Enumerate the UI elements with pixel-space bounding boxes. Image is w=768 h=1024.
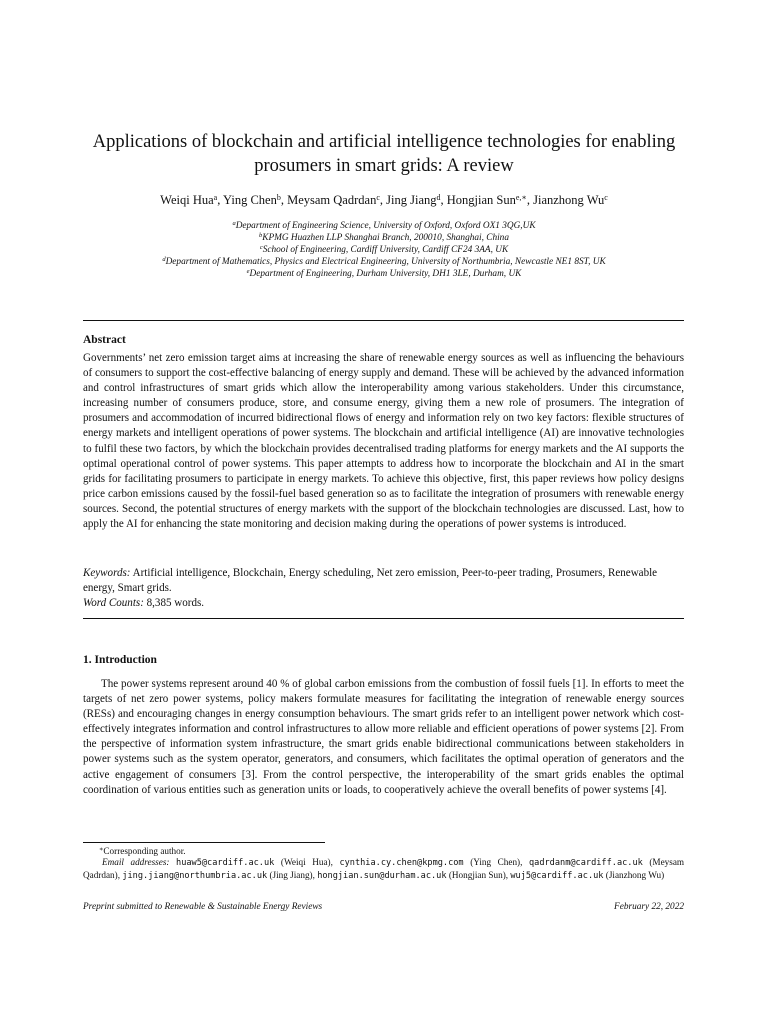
introduction-text: The power systems represent around 40 % of global carbon emissions from the combustion of fossil fuels [1]. In efforts to meet the targets of net zero power systems, policy makers formulate measures for facilitating the integration of renewable energy sources (RESs) and encouraging changes in energy consumption behaviours. The smart grids refer to an intelligent power network which cost-effectively integrates information and control infrastructures to allow more reliable and efficient operations of power systems [2]. From the perspective of information system infrastructure, the smart grids enable bidirectional communications between stakeholders in power systems such as the system operator, generators, and consumers, which facilitates the optimal operation of generators and the active engagement of consumers [3]. From the control perspective, the interoperability of the smart grids enables the optimal coordination of various entities such as generation units or loads, to cooperatively achieve the overall benefits of power systems [4]. xyxy=(83,678,684,796)
email-addresses: Email addresses: huaw5@cardiff.ac.uk (Weiqi Hua), cynthia.cy.chen@kpmg.com (Ying Chen), qadrdanm@cardiff.ac.uk (Meysam Qadrdan), jing.jiang@northumbria.ac.uk (Jing Jiang), hongjian.sun@durham.ac.uk (Hongjian Sun), wuj5@cardiff.ac.uk (Jianzhong Wu) xyxy=(83,857,685,882)
keywords-label: Keywords: xyxy=(83,567,131,579)
abstract-text: Governments’ net zero emission target aims at increasing the share of renewable energy sources as well as influencing the behaviours of consumers to support the cost-effective balancing of energy supply and demand. These will be achieved by the advanced information and control infrastructures of smart grids which allow the interoperability among various stakeholders. Under this circumstance, increasing number of consumers produce, store, and consume energy, giving them a new role of prosumers. The integration of prosumers and accommodation of incurred bidirectional flows of energy and information rely on two key factors: flexible structures of energy markets and intelligent operations of power systems. The blockchain and artificial intelligence (AI) are innovative technologies to fulfil these two factors, by which the blockchain provides decentralised trading platforms for energy markets and the AI supports the optimal operational control of power systems. This paper attempts to address how to incorporate the blockchain and AI in the smart grids for facilitating prosumers to participate in energy markets. To achieve this objective, first, this paper reviews how policy designs price carbon emissions caused by the fossil-fuel based generation so as to facilitate the integration of prosumers with renewable energy sources. Second, the potential structures of energy markets with the support of the blockchain technologies are discussed. Last, how to apply the AI for enhancing the state monitoring and decision making during the operations of power systems is introduced. xyxy=(83,352,684,531)
footnote-rule xyxy=(83,842,325,843)
affiliation-list xyxy=(80,220,688,280)
preprint-note: Preprint submitted to Renewable & Sustainable Energy Reviews xyxy=(83,902,323,912)
keywords xyxy=(83,566,684,596)
abstract-bottom-rule xyxy=(83,618,684,619)
affiliation: $^a$Department of Engineering Science, University of Oxford, Oxford OX1 3QG,UK xyxy=(232,220,536,231)
author: Jianzhong Wu$^c$ xyxy=(533,193,608,207)
word-counts xyxy=(83,596,684,611)
affiliation: $^d$Department of Mathematics, Physics and Electrical Engineering, University of Northumbria, Newcastle NE1 8ST, UK xyxy=(162,256,606,267)
author: Jing Jiang$^d$ xyxy=(386,193,441,207)
author: Weiqi Hua$^a$ xyxy=(160,193,218,207)
affiliation: $^c$School of Engineering, Cardiff University, Cardiff CF24 3AA, UK xyxy=(259,244,509,255)
email-link[interactable]: wuj5@cardiff.ac.uk xyxy=(510,871,604,882)
abstract-top-rule xyxy=(83,320,684,321)
footer-date: February 22, 2022 xyxy=(614,902,684,912)
keywords-text: Artificial intelligence, Blockchain, Energy scheduling, Net zero emission, Peer-to-peer trading, Prosumers, Renewable energy, Smart grids. xyxy=(83,567,658,595)
email-link[interactable]: cynthia.cy.chen@kpmg.com xyxy=(339,858,464,868)
section-heading: 1. Introduction xyxy=(83,654,157,666)
email-link[interactable]: hongjian.sun@durham.ac.uk xyxy=(317,871,447,882)
abstract-heading: Abstract xyxy=(83,334,126,346)
email-link[interactable]: huaw5@cardiff.ac.uk xyxy=(176,858,275,868)
email-link[interactable]: jing.jiang@northumbria.ac.uk xyxy=(122,871,268,882)
author: Ying Chen$^b$ xyxy=(223,193,281,207)
corresponding-author-note: ∗Corresponding author. xyxy=(99,846,186,856)
word-counts-text: 8,385 words. xyxy=(146,597,205,609)
affiliation: $^e$Department of Engineering, Durham University, DH1 3LE, Durham, UK xyxy=(246,268,522,279)
author: Hongjian Sun$^{e,∗}$ xyxy=(446,193,527,207)
paper-title: Applications of blockchain and artificial intelligence technologies for enabling prosumers in smart grids: A review xyxy=(92,132,676,176)
word-counts-label: Word Counts: xyxy=(83,597,144,609)
author-list: Weiqi Hua$^a$, Ying Chen$^b$, Meysam Qadrdan$^c$, Jing Jiang$^d$, Hongjian Sun$^{e,∗}$, Jianzhong Wu$^c$ xyxy=(160,193,608,207)
email-link[interactable]: qadrdanm@cardiff.ac.uk xyxy=(528,858,643,868)
affiliation: $^b$KPMG Huazhen LLP Shanghai Branch, 200010, Shanghai, China xyxy=(259,232,509,243)
author: Meysam Qadrdan$^c$ xyxy=(287,193,380,207)
